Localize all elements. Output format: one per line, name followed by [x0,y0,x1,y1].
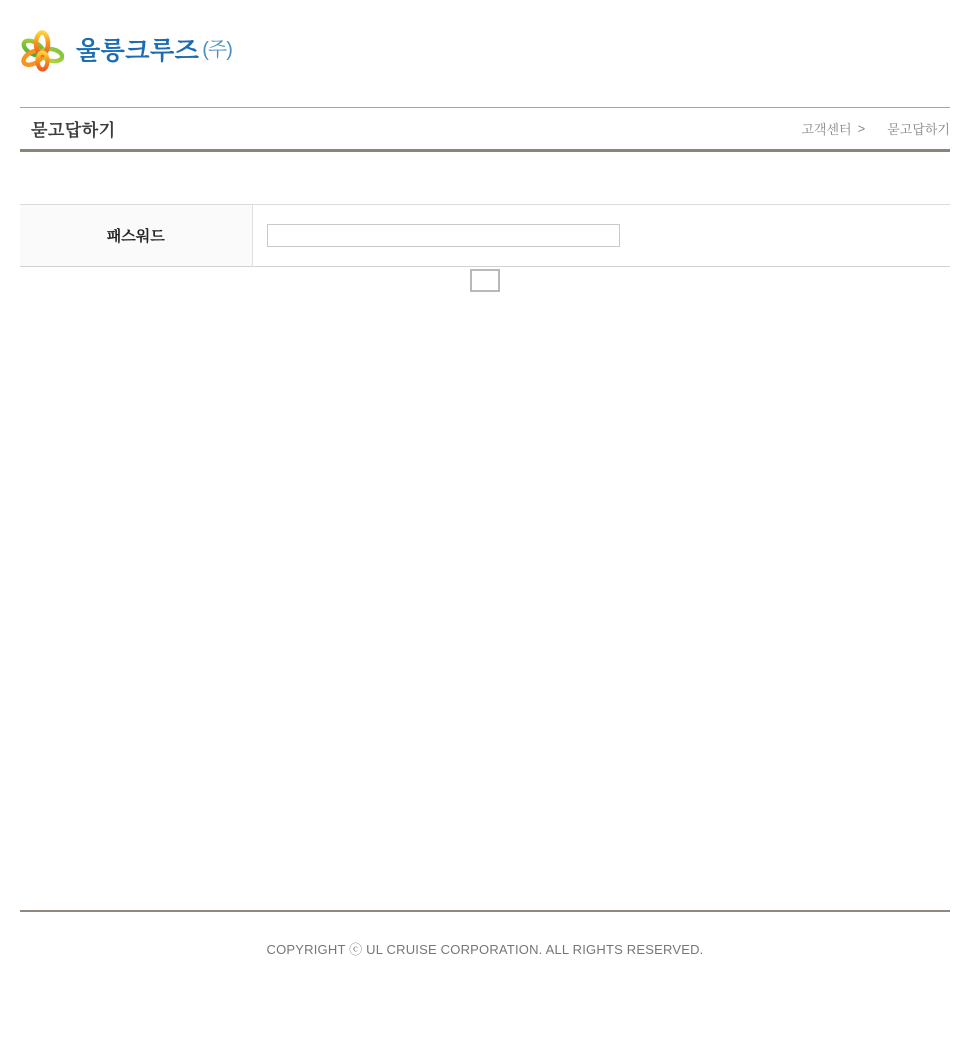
submit-row [0,269,970,292]
submit-button[interactable] [470,269,500,292]
password-cell [252,205,950,267]
breadcrumb-separator: > [857,121,866,136]
page-title: 묻고답하기 [31,121,116,140]
brand-suffix: (주) [202,38,232,61]
breadcrumb-item-qna[interactable]: 묻고답하기 [887,122,950,137]
breadcrumb-item-customer-center[interactable]: 고객센터 [801,122,852,137]
brand-logo[interactable] [20,28,232,74]
password-input[interactable] [267,224,620,247]
password-label: 패스워드 [20,205,252,267]
footer [20,910,950,958]
flower-pinwheel-icon [20,28,64,74]
table-row [20,205,950,267]
breadcrumb [801,119,950,138]
password-form-table [20,204,950,267]
page-header-bar [20,107,950,152]
brand-name: 울릉크루즈 (주) [76,36,232,65]
copyright-text: COPYRIGHT ⓒ UL CRUISE CORPORATION. ALL RIGHTS RESERVED. [266,942,704,957]
